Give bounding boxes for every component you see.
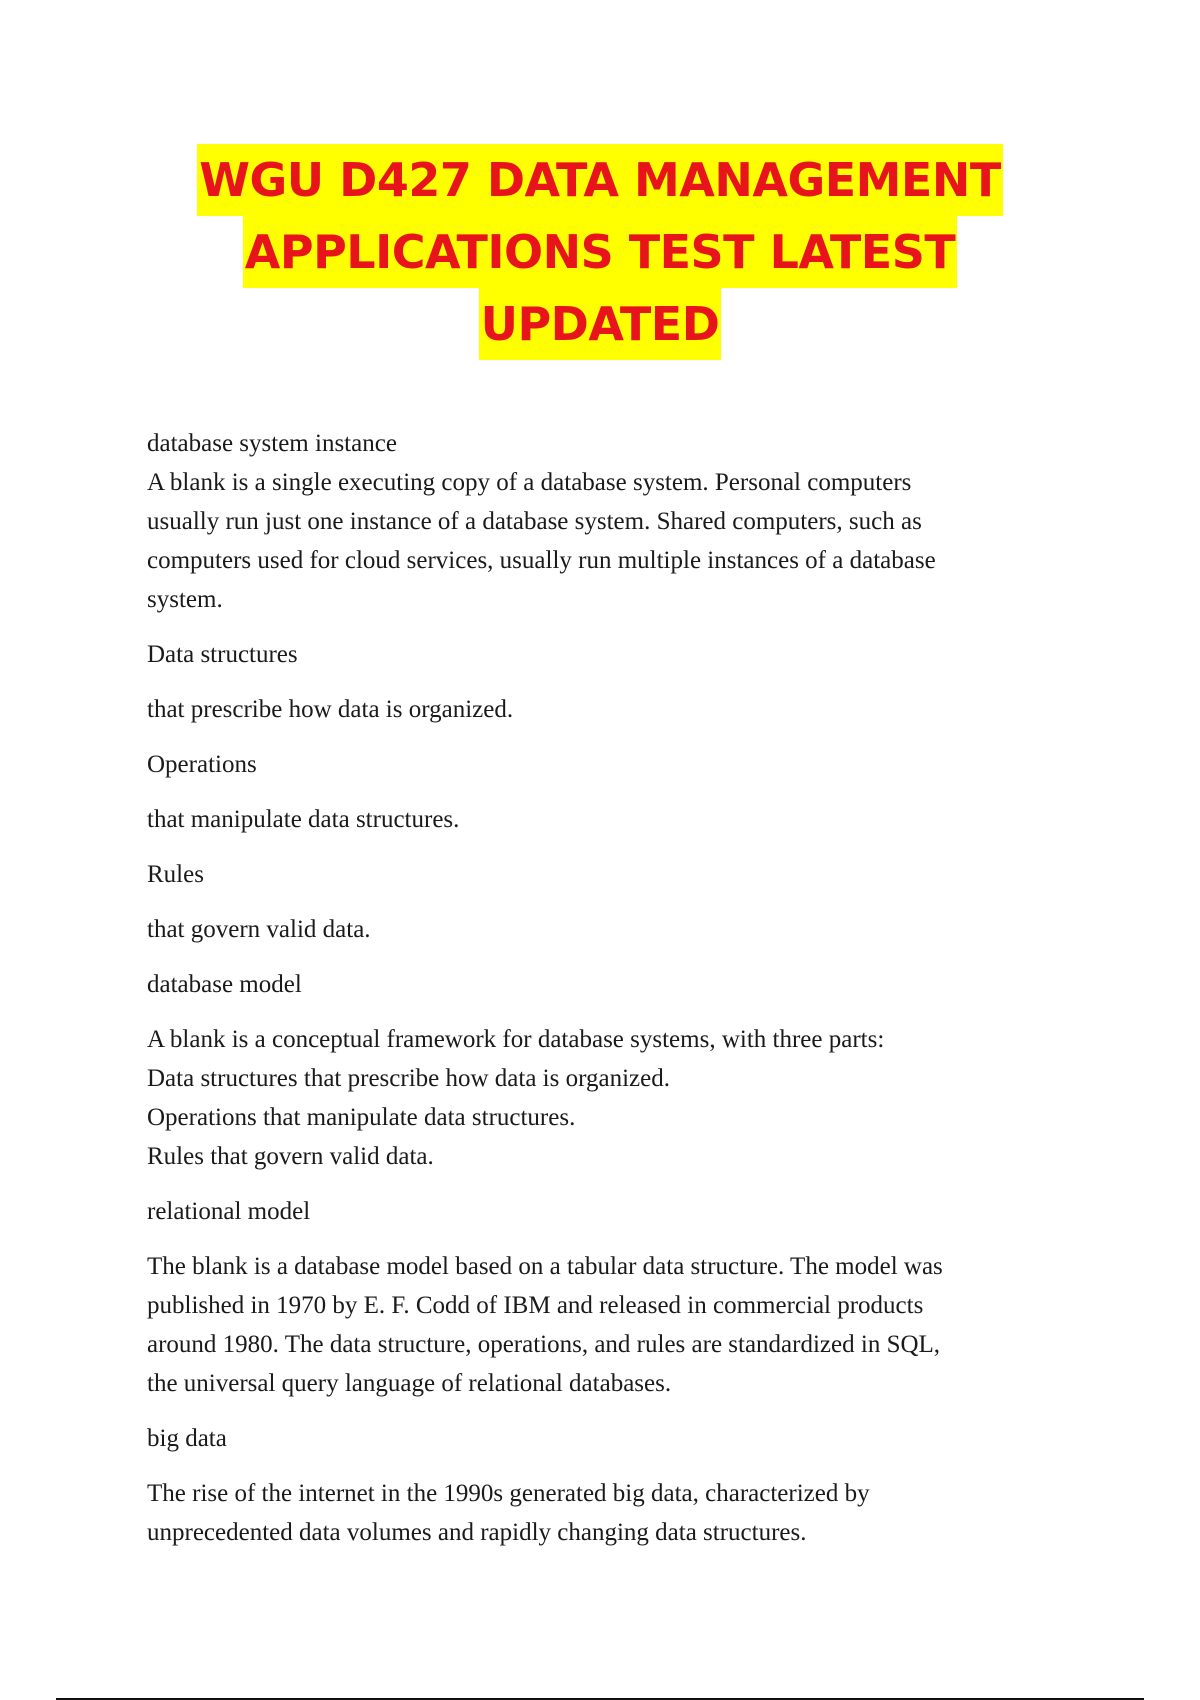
definition-line: around 1980. The data structure, operations, and rules are standardized in SQL,: [147, 1331, 941, 1358]
definition-line: unprecedented data volumes and rapidly changing data structures.: [147, 1519, 807, 1546]
term-database-model: database model: [147, 971, 302, 998]
definition-line: A blank is a conceptual framework for database systems, with three parts:: [147, 1026, 885, 1053]
definition-line: A blank is a single executing copy of a database system. Personal computers: [147, 469, 912, 496]
title-line-3: UPDATED: [479, 288, 722, 360]
document-title: [0, 144, 1200, 360]
definition-line: The blank is a database model based on a tabular data structure. The model was: [147, 1253, 943, 1280]
title-line-2: APPLICATIONS TEST LATEST: [243, 216, 957, 288]
term-big-data: big data: [147, 1425, 227, 1452]
document-body: [147, 424, 1067, 1552]
term-data-structures: Data structures: [147, 641, 298, 668]
definition-line: usually run just one instance of a database system. Shared computers, such as: [147, 508, 922, 535]
definition-line: that manipulate data structures.: [147, 806, 460, 833]
definition-line: Rules that govern valid data.: [147, 1143, 434, 1170]
definition-line: computers used for cloud services, usually run multiple instances of a database: [147, 547, 936, 574]
definition-line: the universal query language of relational databases.: [147, 1370, 672, 1397]
title-line-1: WGU D427 DATA MANAGEMENT: [197, 144, 1002, 216]
definition-line: system.: [147, 586, 223, 613]
definition-line: Operations that manipulate data structures.: [147, 1104, 576, 1131]
term-rules: Rules: [147, 861, 204, 888]
term-relational-model: relational model: [147, 1198, 311, 1225]
definition-line: published in 1970 by E. F. Codd of IBM and released in commercial products: [147, 1292, 924, 1319]
term-operations: Operations: [147, 751, 257, 778]
definition-line: that govern valid data.: [147, 916, 371, 943]
definition-line: Data structures that prescribe how data is organized.: [147, 1065, 670, 1092]
term-database-system-instance: database system instance: [147, 430, 397, 457]
definition-line: that prescribe how data is organized.: [147, 696, 514, 723]
definition-line: The rise of the internet in the 1990s generated big data, characterized by: [147, 1480, 870, 1507]
